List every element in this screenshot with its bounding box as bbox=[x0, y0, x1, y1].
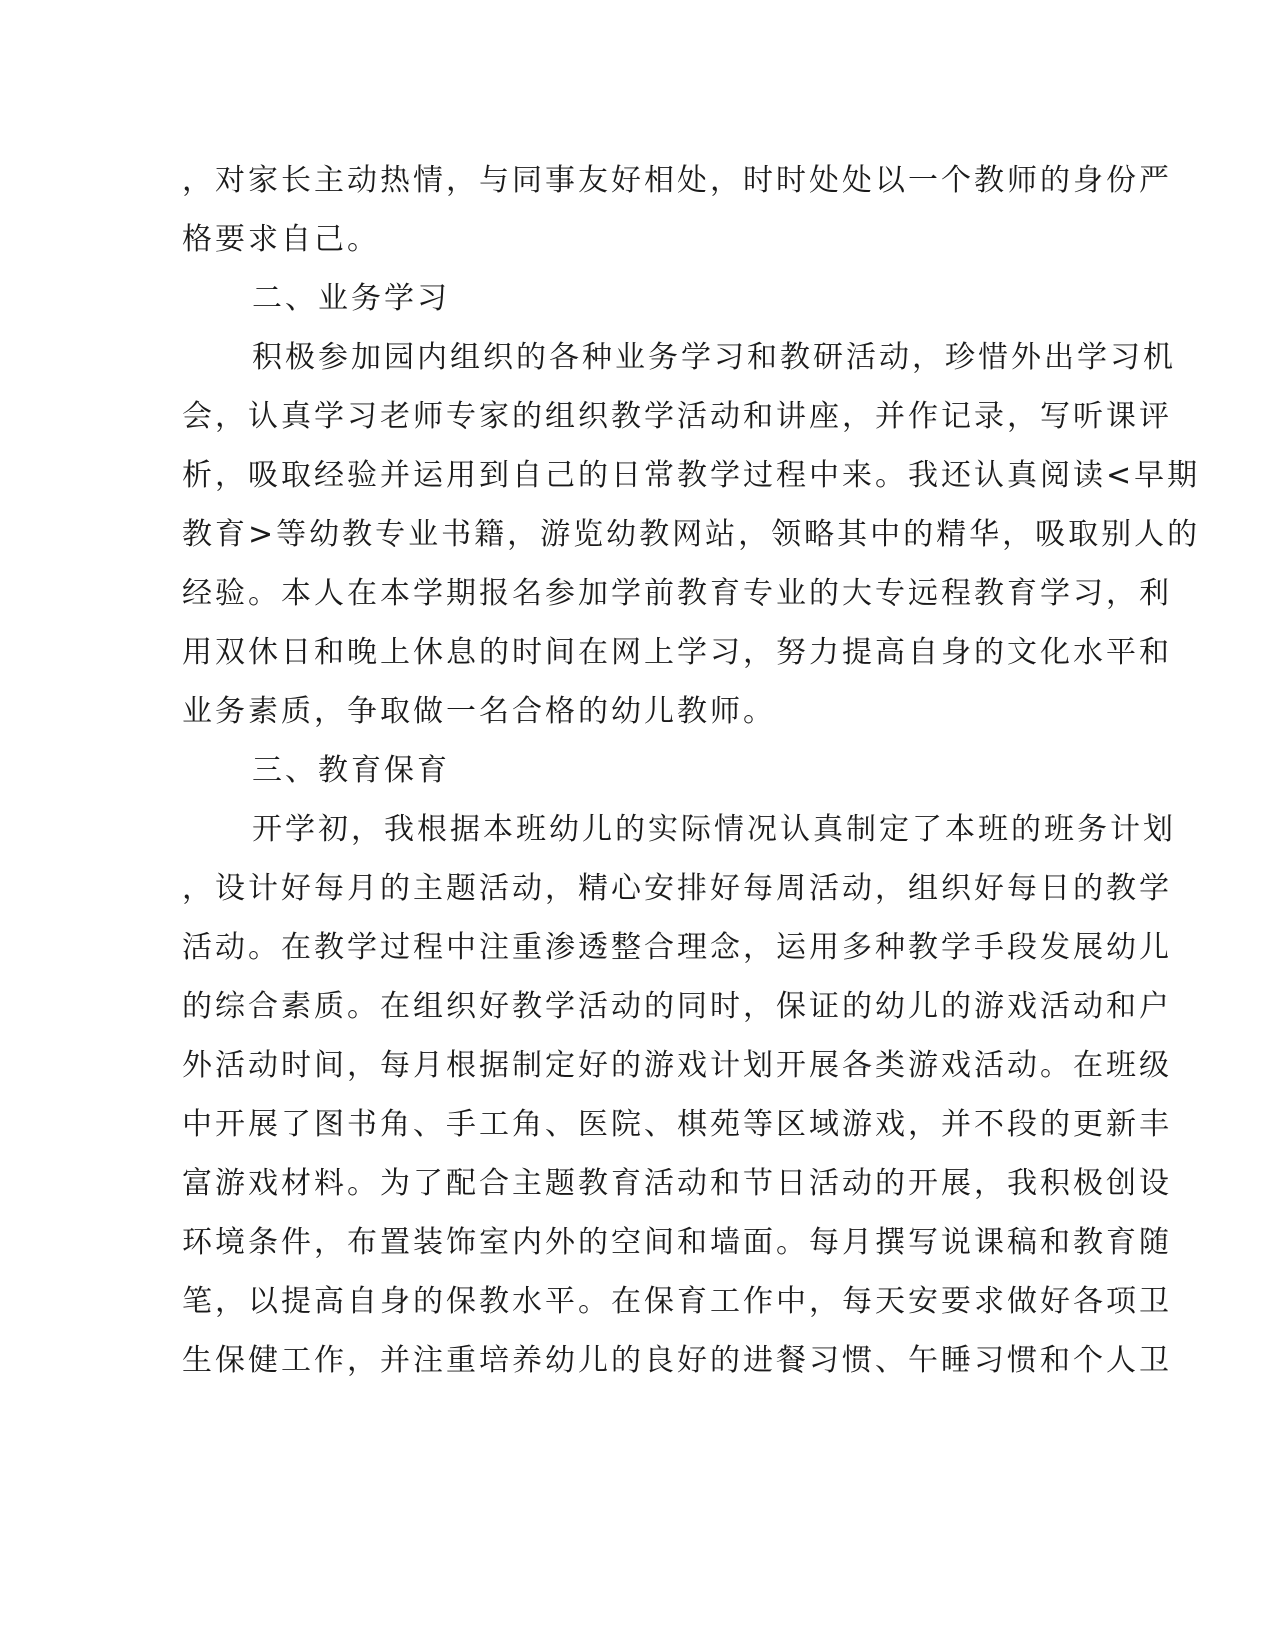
text-line: 富游戏材料。为了配合主题教育活动和节日活动的开展，我积极创设 bbox=[182, 1166, 1172, 1201]
text-line: 开学初，我根据本班幼儿的实际情况认真制定了本班的班务计划 bbox=[252, 812, 1176, 847]
text-line: 的综合素质。在组织好教学活动的同时，保证的幼儿的游戏活动和户 bbox=[182, 989, 1172, 1024]
section-heading: 二、业务学习 bbox=[252, 281, 450, 316]
text-line: 外活动时间，每月根据制定好的游戏计划开展各类游戏活动。在班级 bbox=[182, 1048, 1172, 1083]
text-line: 笔，以提高自身的保教水平。在保育工作中，每天安要求做好各项卫 bbox=[182, 1284, 1172, 1319]
text-line: 会，认真学习老师专家的组织教学活动和讲座，并作记录，写听课评 bbox=[182, 399, 1172, 434]
text-line: 业务素质，争取做一名合格的幼儿教师。 bbox=[182, 694, 776, 729]
section-heading: 三、教育保育 bbox=[252, 753, 450, 788]
text-line: 环境条件，布置装饰室内外的空间和墙面。每月撰写说课稿和教育随 bbox=[182, 1225, 1172, 1260]
text-line: 积极参加园内组织的各种业务学习和教研活动，珍惜外出学习机 bbox=[252, 340, 1176, 375]
text-line: 教育>等幼教专业书籍，游览幼教网站，领略其中的精华，吸取别人的 bbox=[182, 517, 1201, 552]
text-line: ，设计好每月的主题活动，精心安排好每周活动，组织好每日的教学 bbox=[182, 871, 1172, 906]
text-line: ，对家长主动热情，与同事友好相处，时时处处以一个教师的身份严 bbox=[182, 163, 1172, 198]
text-line: 经验。本人在本学期报名参加学前教育专业的大专远程教育学习，利 bbox=[182, 576, 1172, 611]
text-line: 用双休日和晚上休息的时间在网上学习，努力提高自身的文化水平和 bbox=[182, 635, 1172, 670]
text-line: 格要求自己。 bbox=[182, 222, 380, 257]
text-line: 生保健工作，并注重培养幼儿的良好的进餐习惯、午睡习惯和个人卫 bbox=[182, 1343, 1172, 1378]
text-line: 中开展了图书角、手工角、医院、棋苑等区域游戏，并不段的更新丰 bbox=[182, 1107, 1172, 1142]
text-line: 活动。在教学过程中注重渗透整合理念，运用多种教学手段发展幼儿 bbox=[182, 930, 1172, 965]
text-line: 析，吸取经验并运用到自己的日常教学过程中来。我还认真阅读<早期 bbox=[182, 458, 1201, 493]
